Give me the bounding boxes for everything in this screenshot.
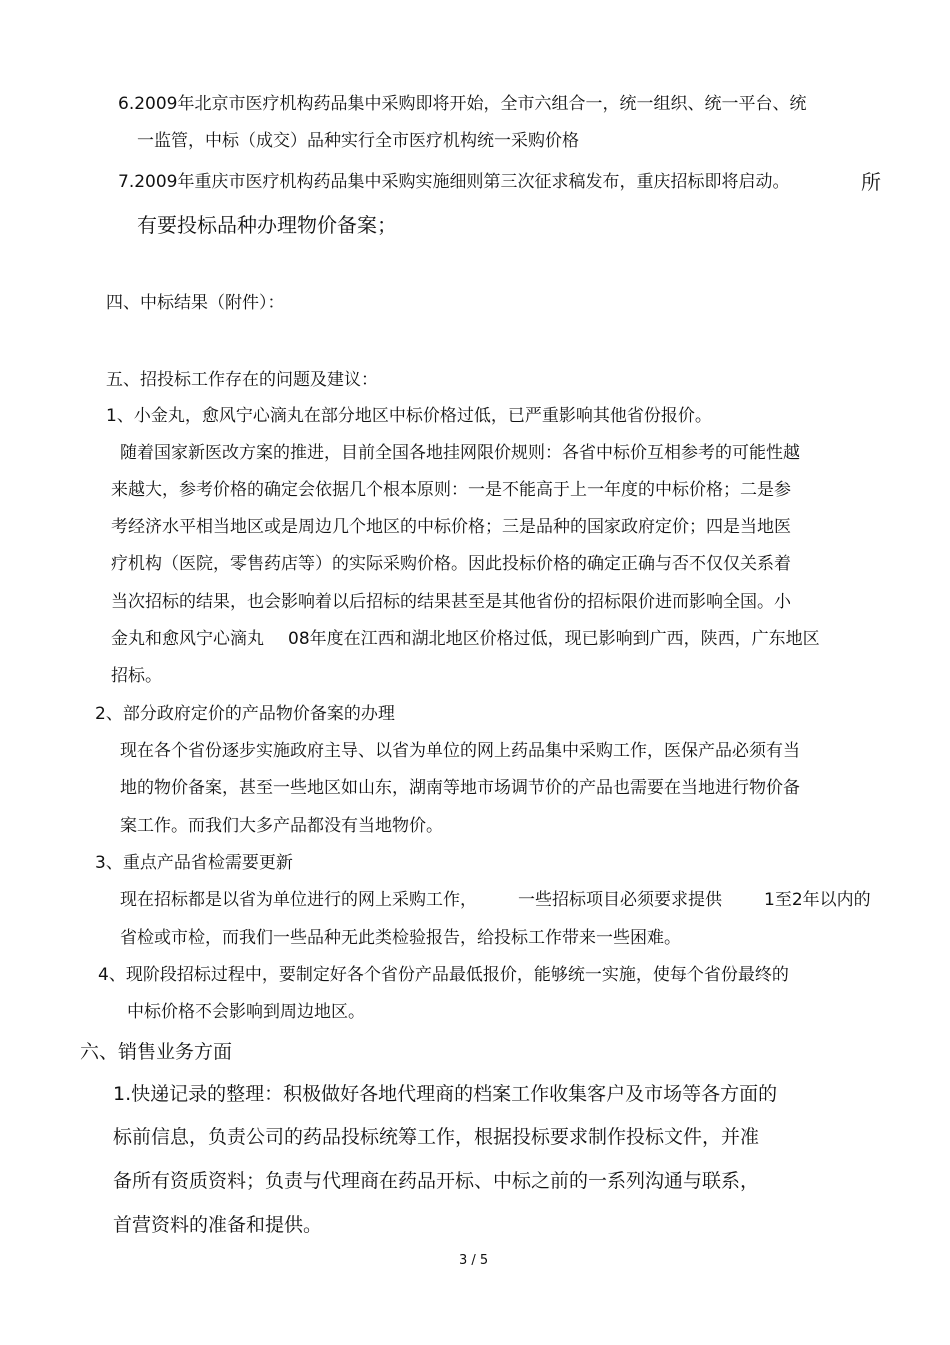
text-line: 6.2009年北京市医疗机构药品集中采购即将开始，全市六组合一，统一组织、统一平台、统	[118, 94, 807, 114]
text-line: 有要投标品种办理物价备案；	[137, 213, 397, 237]
text-line: 标前信息，负责公司的药品投标统筹工作，根据投标要求制作投标文件，并准	[113, 1126, 760, 1148]
text-line: 考经济水平相当地区或是周边几个地区的中标价格；三是品种的国家政府定价；四是当地医	[111, 517, 791, 537]
text-line: 现在各个省份逐步实施政府主导、以省为单位的网上药品集中采购工作，医保产品必须有当	[120, 741, 800, 761]
section-heading: 六、销售业务方面	[80, 1041, 233, 1063]
text-line: 首营资料的准备和提供。	[113, 1214, 323, 1236]
text-line: 当次招标的结果，也会影响着以后招标的结果甚至是其他省份的招标限价进而影响全国。小	[111, 592, 791, 612]
text-line: 08年度在江西和湖北地区价格过低，现已影响到广西，陕西，广东地区	[288, 629, 820, 649]
text-line: 来越大，参考价格的确定会依据几个根本原则：一是不能高于上一年度的中标价格；二是参	[111, 480, 791, 500]
text-line: 金丸和愈风宁心滴丸	[111, 629, 264, 649]
text-line: 备所有资质资料；负责与代理商在药品开标、中标之前的一系列沟通与联系，	[113, 1170, 760, 1192]
text-line: 招标。	[111, 666, 162, 686]
text-line: 7.2009年重庆市医疗机构药品集中采购实施细则第三次征求稿发布，重庆招标即将启动。	[118, 172, 790, 192]
text-line: 4、现阶段招标过程中，要制定好各个省份产品最低报价，能够统一实施，使每个省份最终的	[98, 965, 789, 985]
text-line: 1至2年以内的	[764, 890, 871, 910]
text-line: 2、部分政府定价的产品物价备案的办理	[95, 704, 395, 724]
text-line: 1、小金丸，愈风宁心滴丸在部分地区中标价格过低，已严重影响其他省份报价。	[106, 406, 712, 426]
text-line: 一监管，中标（成交）品种实行全市医疗机构统一采购价格	[137, 131, 579, 151]
text-line: 中标价格不会影响到周边地区。	[127, 1002, 365, 1022]
page-number: 3 / 5	[459, 1253, 489, 1268]
text-line: 地的物价备案，甚至一些地区如山东，湖南等地市场调节价的产品也需要在当地进行物价备	[120, 778, 800, 798]
text-line: 3、重点产品省检需要更新	[95, 853, 293, 873]
text-line: 现在招标都是以省为单位进行的网上采购工作，	[120, 890, 477, 910]
section-heading: 四、中标结果（附件）：	[106, 293, 285, 313]
section-heading: 五、招投标工作存在的问题及建议：	[106, 370, 378, 390]
text-line: 随着国家新医改方案的推进，目前全国各地挂网限价规则：各省中标价互相参考的可能性越	[120, 443, 800, 463]
text-line: 一些招标项目必须要求提供	[518, 890, 722, 910]
text-line: 省检或市检，而我们一些品种无此类检验报告，给投标工作带来一些困难。	[120, 928, 681, 948]
text-line: 所	[861, 170, 881, 194]
text-line: 案工作。而我们大多产品都没有当地物价。	[120, 816, 443, 836]
text-line: 1.快递记录的整理：积极做好各地代理商的档案工作收集客户及市场等各方面的	[113, 1083, 778, 1105]
text-line: 疗机构（医院，零售药店等）的实际采购价格。因此投标价格的确定正确与否不仅仅关系着	[111, 554, 791, 574]
